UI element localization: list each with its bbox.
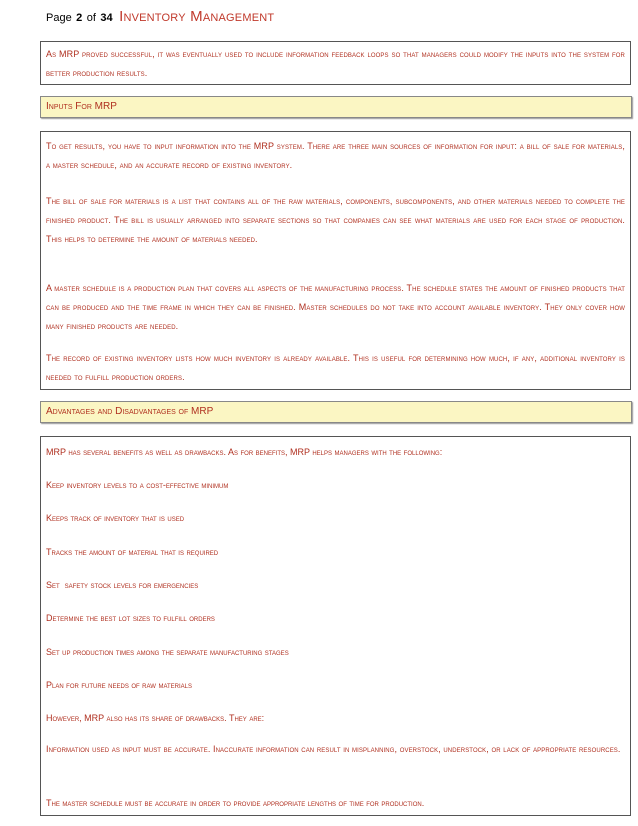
- page-current: 2: [76, 12, 83, 24]
- drawback-item-2: The master schedule must be accurate in order to provide appropriate lengths of time for production.: [46, 798, 425, 808]
- section-heading-advantages: [40, 401, 632, 423]
- advantages-intro: MRP has several benefits as well as drawbacks. As for benefits, MRP helps managers with the following:: [46, 447, 443, 457]
- drawbacks-intro: However, MRP also has its share of drawbacks. They are:: [46, 713, 265, 723]
- inputs-box: [40, 131, 631, 390]
- page-prefix: Page: [46, 12, 72, 24]
- benefit-item-5: Determine the best lot sizes to fulfill orders: [46, 613, 215, 623]
- page-header: [46, 8, 274, 26]
- benefit-item-1: Keep inventory levels to a cost-effective minimum: [46, 480, 229, 490]
- section-heading-inputs-label: Inputs For MRP: [46, 101, 117, 112]
- drawback-item-1: Information used as input must be accurate. Inaccurate information can result in misplanning, overstock, understock, or lack of appropriate resources.: [46, 744, 621, 754]
- section-heading-advantages-label: Advantages and Disadvantages of MRP: [46, 406, 214, 417]
- intro-box: [40, 41, 631, 85]
- inputs-paragraph-3: A master schedule is a production plan that covers all aspects of the manufacturing process. The schedule states the amount of finished products that can be produced and the time frame in which they can be finished. Master schedules do not take into account available inventory. They only cover how many finished products are needed.: [46, 283, 625, 331]
- intro-paragraph: As MRP proved successful, it was eventually used to include information feedback loops so that managers could modify the inputs into the system for better production results.: [46, 49, 625, 78]
- inputs-paragraph-4: The record of existing inventory lists how much inventory is already available. This is useful for determining how much, if any, additional inventory is needed to fulfill production orders.: [46, 353, 625, 382]
- benefit-item-6: Set up production times among the separate manufacturing stages: [46, 647, 289, 657]
- benefit-item-2: Keeps track of inventory that is used: [46, 513, 185, 523]
- page-of: of: [86, 12, 96, 24]
- benefit-item-3: Tracks the amount of material that is required: [46, 547, 219, 557]
- benefit-item-4: Set safety stock levels for emergencies: [46, 580, 199, 590]
- inputs-paragraph-1: To get results, you have to input information into the MRP system. There are three main sources of information for input: a bill of sale for materials, a master schedule, and an accurate record of existing inventory.: [46, 141, 625, 170]
- section-heading-inputs: [40, 96, 632, 118]
- page-total: 34: [100, 12, 113, 24]
- benefit-item-7: Plan for future needs of raw materials: [46, 680, 193, 690]
- document-title: Inventory Management: [119, 8, 275, 25]
- advantages-box: [40, 436, 631, 816]
- inputs-paragraph-2: The bill of sale for materials is a list that contains all of the raw materials, components, subcomponents, and other materials needed to complete the finished product. The bill is usually arranged into separate sections so that companies can see what materials are used for each stage of production. This helps to determine the amount of materials needed.: [46, 196, 625, 244]
